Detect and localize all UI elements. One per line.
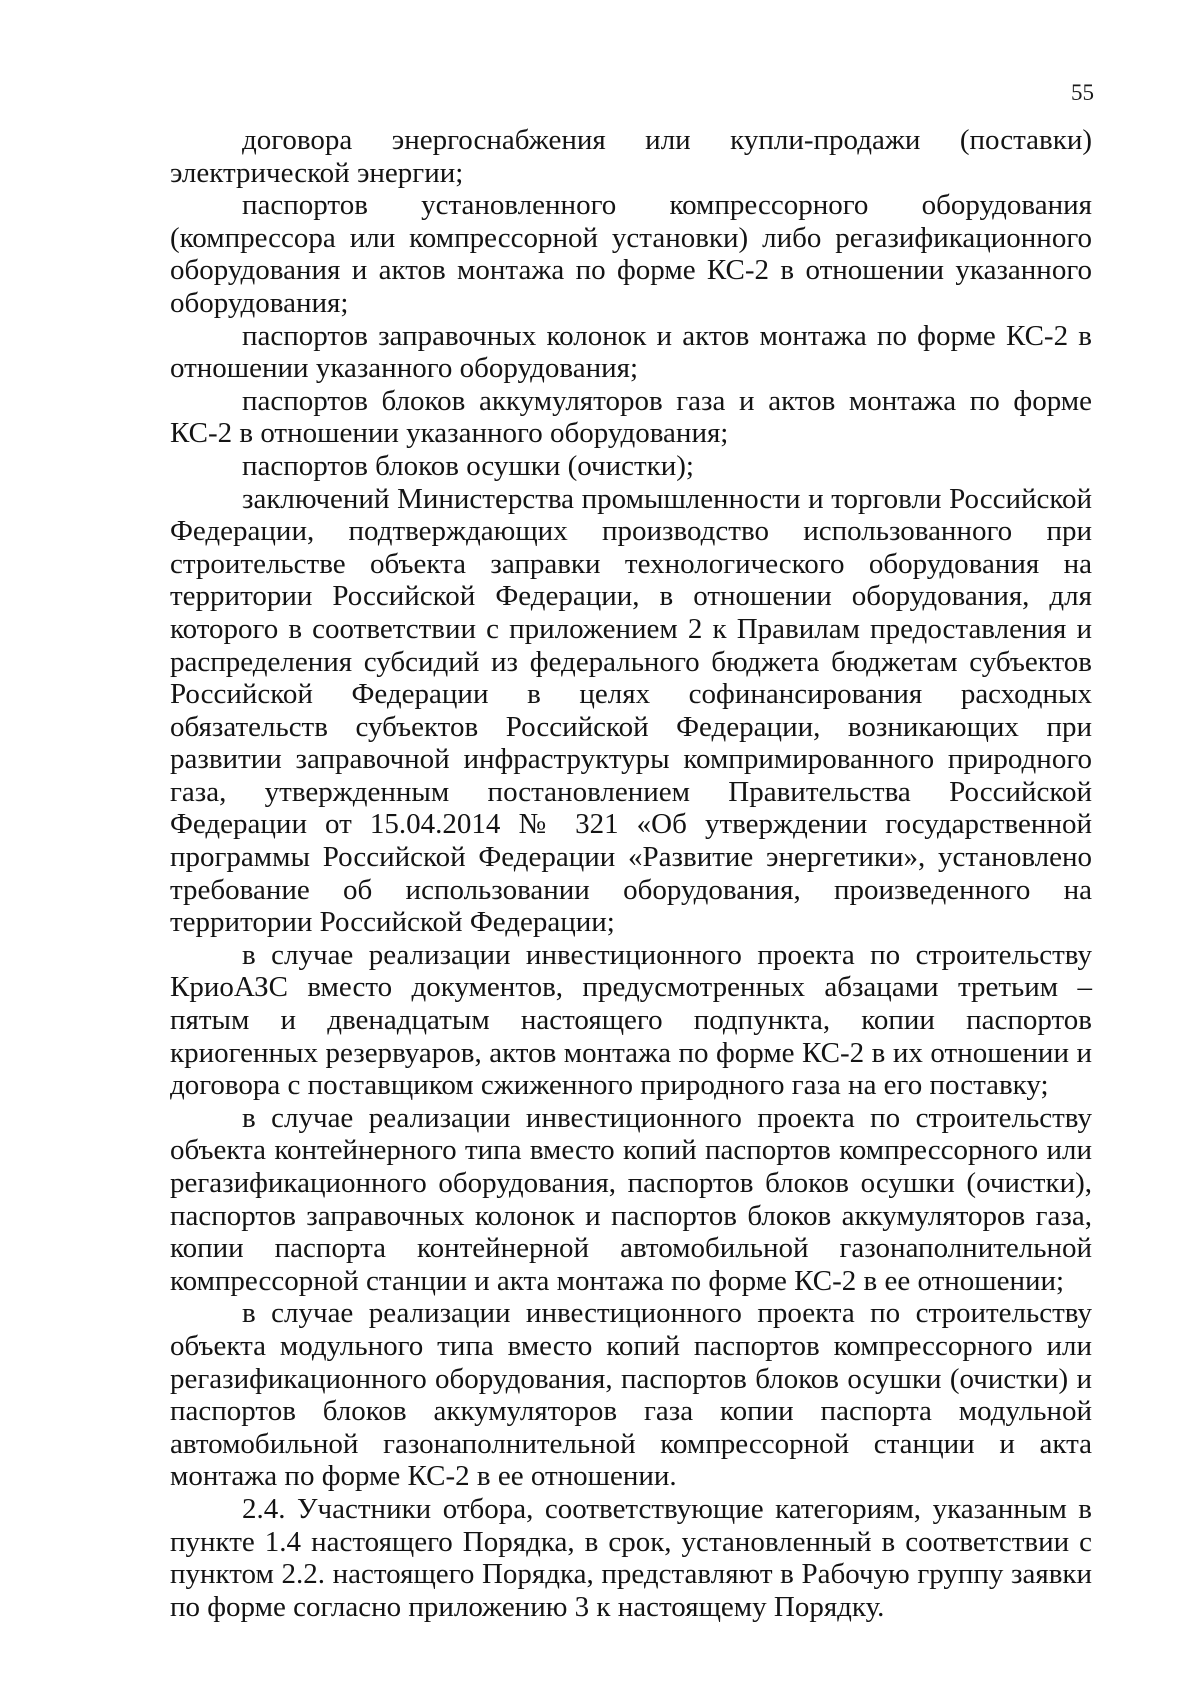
paragraph-drying-units: паспортов блоков осушки (очистки);	[242, 449, 694, 482]
paragraph-dispenser-passports: паспортов заправочных колонок и актов монтажа по форме КС-2 в отношении указанного оборудования;	[170, 319, 1092, 385]
paragraph-section-2-4: 2.4. Участники отбора, соответствующие категориям, указанным в пункте 1.4 настоящего Порядка, в срок, установленный в соответствии с пунктом 2.2. настоящего Порядка, представляют в Рабочую группу заявки по форме согласно приложению 3 к настоящему Порядку.	[170, 1492, 1092, 1623]
paragraph-container-type: в случае реализации инвестиционного проекта по строительству объекта контейнерного типа вместо копий паспортов компрессорного или регазификационного оборудования, паспортов блоков осушки (очистки), паспортов заправочных колонок и паспортов блоков аккумуляторов газа, копии паспорта контейнерной автомобильной газонаполнительной компрессорной станции и акта монтажа по форме КС-2 в ее отношении;	[170, 1101, 1092, 1297]
page-number: 55	[1071, 80, 1094, 105]
paragraph-ministry-conclusions: заключений Министерства промышленности и торговли Российской Федерации, подтверждающих производство использованного при строительстве объекта заправки технологического оборудования на территории Российской Федерации, в отношении оборудования, для которого в соответствии с приложением 2 к Правилам предоставления и распределения субсидий из федерального бюджета бюджетам субъектов Российской Федерации в целях софинансирования расходных обязательств субъектов Российской Федерации, возникающих при развитии заправочной инфраструктуры компримированного природного газа, утвержденным постановлением Правительства Российской Федерации от 15.04.2014 № 321 «Об утверждении государственной программы Российской Федерации «Развитие энергетики», установлено требование об использовании оборудования, произведенного на территории Российской Федерации;	[170, 482, 1092, 939]
paragraph-accumulator-passports: паспортов блоков аккумуляторов газа и актов монтажа по форме КС-2 в отношении указанного оборудования;	[170, 384, 1092, 450]
document-body	[170, 124, 1092, 1623]
paragraph-modular-type: в случае реализации инвестиционного проекта по строительству объекта модульного типа вместо копий паспортов компрессорного или регазификационного оборудования, паспортов блоков осушки (очистки) и паспортов блоков аккумуляторов газа копии паспорта модульной автомобильной газонаполнительной компрессорной станции и акта монтажа по форме КС-2 в ее отношении.	[170, 1297, 1092, 1493]
paragraph-energy-contract: договора энергоснабжения или купли-продажи (поставки) электрической энергии;	[170, 124, 1092, 189]
paragraph-cryo-station: в случае реализации инвестиционного проекта по строительству КриоАЗС вместо документов, предусмотренных абзацами третьим – пятым и двенадцатым настоящего подпункта, копии паспортов криогенных резервуаров, актов монтажа по форме КС-2 в их отношении и договора с поставщиком сжиженного природного газа на его поставку;	[170, 938, 1092, 1102]
paragraph-compressor-passports: паспортов установленного компрессорного оборудования (компрессора или компрессорной установки) либо регазификационного оборудования и актов монтажа по форме КС-2 в отношении указанного оборудования;	[170, 189, 1092, 319]
